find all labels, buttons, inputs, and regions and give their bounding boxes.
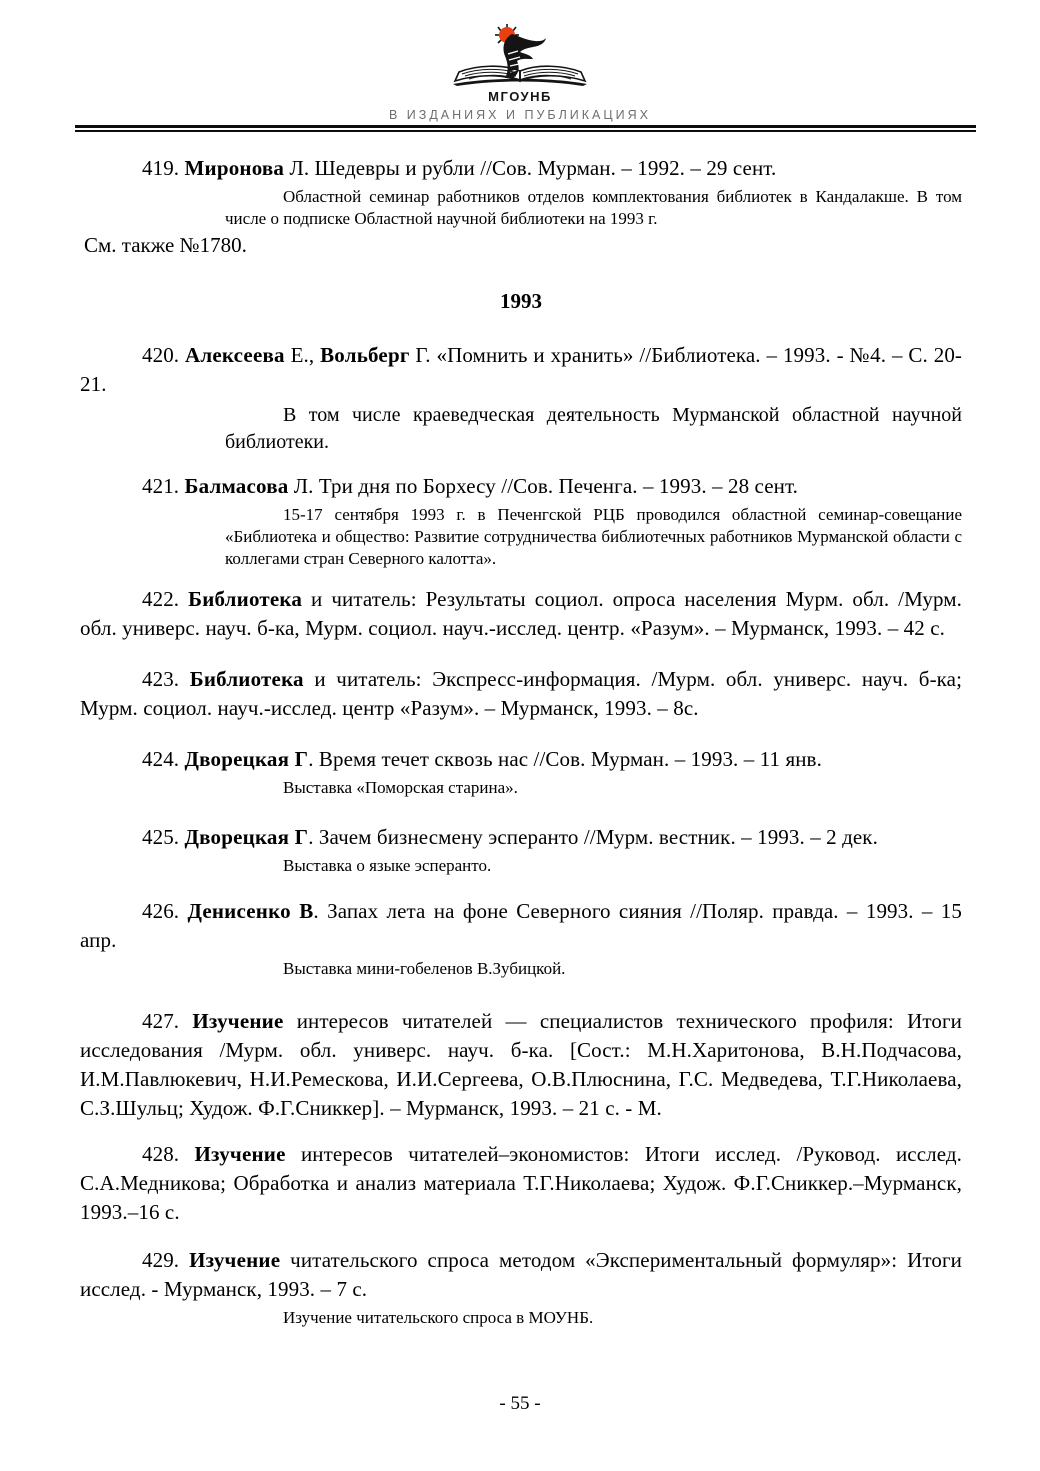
bibliography-content [0,132,1040,1329]
entry-heading-word: Балмасова [184,474,289,498]
entry-title [80,154,962,183]
bibliography-entry [80,897,962,980]
entry-text-segment: 424. [142,747,185,771]
bibliography-entry [80,665,962,723]
page-number: - 55 - [499,1393,541,1414]
entry-heading-word: Денисенко В [187,899,314,923]
entry-heading-word: Миронова [184,156,285,180]
entry-text-segment: интересов читателей–экономистов: Итоги исслед. /Руковод. исслед. С.А.Медникова; Обработка и анализ материала Т.Г.Николаева; Худож. Ф.Г.Сниккер.–Мурманск, 1993.–16 с. [80,1142,963,1224]
entry-heading-word: Дворецкая Г [184,825,309,849]
entry-heading-word: Дворецкая Г [184,747,309,771]
entry-title [80,1246,962,1304]
entry-annotation: Областной семинар работников отделов комплектования библиотек в Кандалакше. В том числе о подписке Областной научной библиотеки на 1993 г. [225,187,962,228]
entry-text-segment: Л. Три дня по Борхесу //Сов. Печенга. – 1993. – 28 сент. [288,474,798,498]
entry-heading-word: Библиотека [188,587,303,611]
library-logo [0,24,1040,88]
entry-text-segment: 422. [142,587,189,611]
entry-text-segment: . Время течет сквозь нас //Сов. Мурман. – 1993. – 11 янв. [308,747,822,771]
entry-see-also: См. также №1780. [84,233,247,257]
entry-title [80,341,962,399]
bibliography-entry [80,1007,962,1123]
entry-annotation: Выставка «Поморская старина». [283,778,518,797]
library-logo-icon [445,24,595,88]
bibliography-entry [80,1140,962,1227]
entry-text-segment: 426. [142,899,188,923]
page-header [0,0,1040,122]
header-rule [75,125,976,132]
bibliography-entry [80,1246,962,1329]
entry-annotation: В том числе краеведческая деятельность Мурманской областной научной библиотеки. [225,404,962,453]
entry-heading-word: Изучение [192,1009,284,1033]
bibliography-entry [80,823,962,877]
entry-text-segment: 421. [142,474,185,498]
entry-text-segment: 420. [142,343,186,367]
entry-text-segment: . Зачем бизнесмену эсперанто //Мурм. вестник. – 1993. – 2 дек. [308,825,878,849]
entry-title [80,585,962,643]
entry-title [80,823,962,852]
entry-title [80,472,962,501]
entry-text-segment: 423. [142,667,190,691]
entry-title [80,1140,962,1227]
entry-text-segment: Л. Шедевры и рубли //Сов. Мурман. – 1992. – 29 сент. [284,156,777,180]
entry-heading-word: Библиотека [189,667,304,691]
entries-section-1992 [80,154,962,260]
entry-annotation: Выставка о языке эсперанто. [283,856,492,875]
entry-title [80,745,962,774]
entry-text-segment: Е., [284,343,321,367]
entry-text-segment: 429. [142,1248,190,1272]
entry-title [80,1007,962,1123]
entry-text-segment: интересов читателей — специалистов технического профиля: Итоги исследования /Мурм. обл. универс. науч. б-ка. [Сост.: М.Н.Харитонова, В.Н.Подчасова, И.М.Павлюкевич, Н.И.Ремескова, И.И.Сергеева, О.В.Плюснина, Г.С. Медведева, Т.Г.Николаева, С.З.Шульц; Худож. Ф.Г.Сниккер]. – Мурманск, 1993. – 21 с. - М. [80,1009,962,1120]
bibliography-entry [80,585,962,643]
page-footer [0,1393,1040,1415]
open-book-icon [453,66,587,86]
entry-title [80,665,962,723]
logo-acronym: МГОУНБ [488,89,552,104]
entry-text-segment: 425. [142,825,185,849]
entry-annotation: Изучение читательского спроса в МОУНБ. [283,1308,594,1327]
entry-text-segment: Г. «Помнить и хранить» //Библиотека. – 1993. - №4. – С. 20-21. [80,343,963,396]
entry-text-segment: 427. [142,1009,193,1033]
entry-heading-word: Изучение [194,1142,286,1166]
entry-text-segment: читательского спроса методом «Экспериментальный формуляр»: Итоги исслед. - Мурманск, 1993. – 7 с. [80,1248,962,1301]
year-heading: 1993 [500,289,542,313]
bibliography-entry [80,472,962,570]
entry-text-segment: 419. [142,156,185,180]
entry-annotation: Выставка мини-гобеленов В.Зубицкой. [283,959,566,978]
header-tagline: В ИЗДАНИЯХ И ПУБЛИКАЦИЯХ [389,108,651,122]
entry-text-segment: и читатель: Результаты социол. опроса населения Мурм. обл. /Мурм. обл. универс. науч. б-ка, Мурм. социол. науч.-исслед. центр. «Разум». – Мурманск, 1993. – 42 с. [80,587,962,640]
entry-heading-word: Вольберг [320,343,410,367]
entry-annotation: 15-17 сентября 1993 г. в Печенгской РЦБ проводился областной семинар-совещание «Библиотека и общество: Развитие сотрудничества библиотечных работников Мурманской области с коллегами стран Северного калотта». [225,505,962,568]
bibliography-entry [80,341,962,456]
entry-text-segment: . Запах лета на фоне Северного сияния //Поляр. правда. – 1993. – 15 апр. [80,899,962,952]
entry-heading-word: Изучение [189,1248,281,1272]
entry-title [80,897,962,955]
entries-section-1993 [80,341,962,1329]
bibliography-entry [80,154,962,260]
entry-text-segment: 428. [142,1142,195,1166]
entry-text-segment: и читатель: Экспресс-информация. /Мурм. обл. универс. науч. б-ка; Мурм. социол. науч.-исслед. центр «Разум». – Мурманск, 1993. – 8с. [80,667,963,720]
entry-heading-word: Алексеева [185,343,285,367]
bibliography-entry [80,745,962,799]
